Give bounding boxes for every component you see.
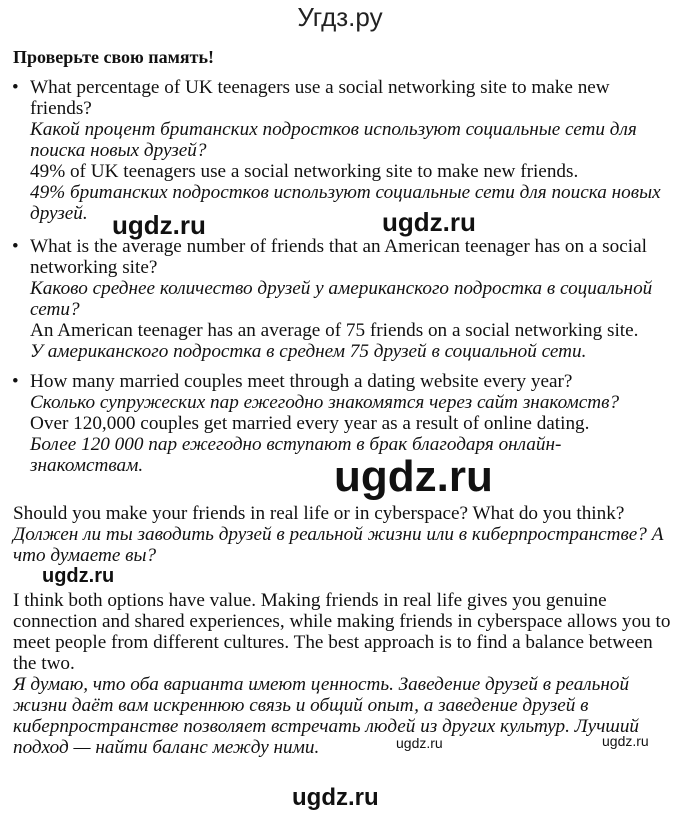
- question-en: What is the average number of friends that an American teenager has on a social networking site?: [30, 236, 647, 278]
- question-en: What percentage of UK teenagers use a social networking site to make new friends?: [30, 77, 610, 119]
- watermark: ugdz.ru: [396, 735, 443, 751]
- discussion-question-en: Should you make your friends in real life or in cyberspace? What do you think?: [13, 503, 625, 524]
- bullet: •: [12, 236, 19, 257]
- answer-ru: Более 120 000 пар ежегодно вступают в брак благодаря онлайн-знакомствам.: [30, 434, 562, 476]
- discussion-question: [13, 503, 673, 566]
- site-title: Угдз.ру: [297, 2, 383, 32]
- question-ru: Какой процент британских подростков используют социальные сети для поиска новых друзей?: [30, 119, 637, 161]
- discussion-answer-en: I think both options have value. Making friends in real life gives you genuine connection and shared experiences, while making friends in cyberspace allows you to meet people from different cultures. The best approach is to find a balance between the two.: [13, 590, 671, 674]
- discussion-answer-ru: Я думаю, что оба варианта имеют ценность. Заведение друзей в реальной жизни даёт вам искреннюю связь и общий опыт, а заведение друзей в киберпространстве позволяет встречать людей из других культур. Лучший подход — найти баланс между ними.: [13, 674, 640, 758]
- discussion-answer: [13, 590, 673, 758]
- question-ru: Сколько супружеских пар ежегодно знакомятся через сайт знакомств?: [30, 392, 620, 413]
- qa-item-1: [30, 77, 670, 224]
- answer-en: An American teenager has an average of 75 friends on a social networking site.: [30, 320, 639, 341]
- bullet: •: [12, 371, 19, 392]
- question-en: How many married couples meet through a dating website every year?: [30, 371, 573, 392]
- exercise-heading: Проверьте свою память!: [13, 47, 215, 67]
- watermark: ugdz.ru: [42, 565, 115, 587]
- watermark: ugdz.ru: [382, 207, 476, 237]
- qa-item-2: [30, 236, 670, 362]
- answer-en: 49% of UK teenagers use a social networking site to make new friends.: [30, 161, 579, 182]
- watermark: ugdz.ru: [602, 733, 649, 749]
- bullet: •: [12, 77, 19, 98]
- watermark: ugdz.ru: [112, 210, 206, 240]
- discussion-question-ru: Должен ли ты заводить друзей в реальной жизни или в киберпространстве? А что думаете вы?: [13, 524, 664, 566]
- watermark: ugdz.ru: [334, 452, 493, 501]
- question-ru: Каково среднее количество друзей у американского подростка в социальной сети?: [30, 278, 653, 320]
- answer-en: Over 120,000 couples get married every year as a result of online dating.: [30, 413, 590, 434]
- watermark: ugdz.ru: [292, 784, 379, 811]
- answer-ru: 49% британских подростков используют социальные сети для поиска новых друзей.: [30, 182, 661, 224]
- answer-ru: У американского подростка в среднем 75 друзей в социальной сети.: [30, 341, 587, 362]
